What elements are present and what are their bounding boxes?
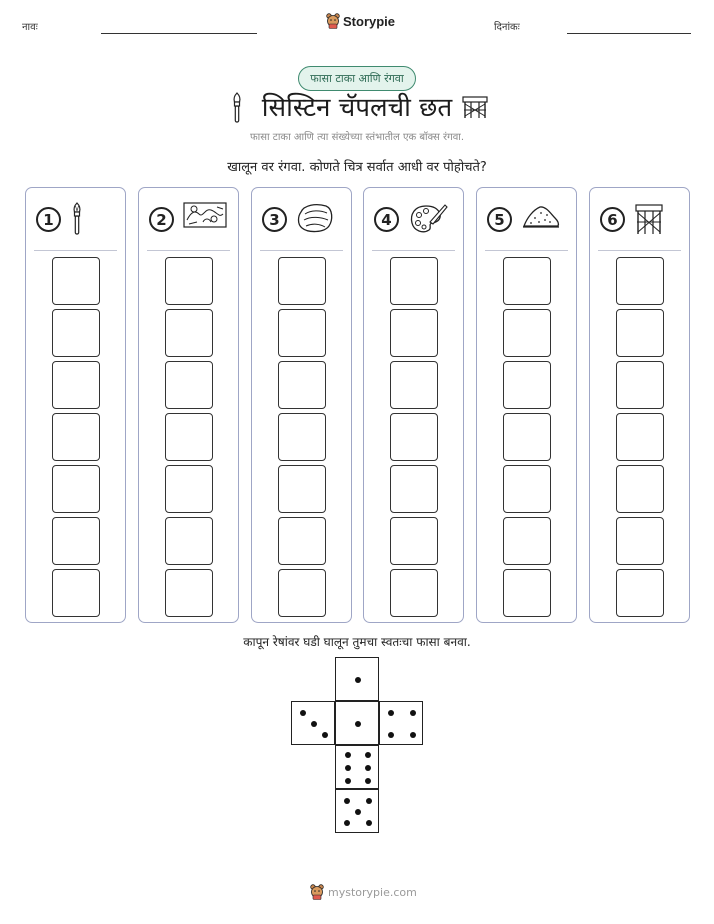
name-label: नावः <box>22 22 38 33</box>
color-box[interactable] <box>390 309 438 357</box>
die-face <box>335 789 379 833</box>
date-line[interactable] <box>567 33 691 34</box>
color-box[interactable] <box>165 465 213 513</box>
die-pip <box>355 721 361 727</box>
color-box[interactable] <box>390 517 438 565</box>
die-face <box>379 701 423 745</box>
pigment-pile-icon <box>521 202 561 234</box>
die-face <box>291 701 335 745</box>
color-box[interactable] <box>52 309 100 357</box>
page-subtitle: फासा टाका आणि त्या संख्येच्या स्तंभातील एक बॉक्स रंगवा. <box>249 132 465 143</box>
die-pip <box>388 710 394 716</box>
color-box[interactable] <box>52 361 100 409</box>
die-pip <box>345 752 351 758</box>
column-number: 4 <box>374 207 399 232</box>
color-box[interactable] <box>165 257 213 305</box>
color-box[interactable] <box>503 257 551 305</box>
column-header <box>477 188 576 250</box>
die-pip <box>355 809 361 815</box>
palette-icon <box>408 202 448 240</box>
column-divider <box>372 250 455 251</box>
die-pip <box>322 732 328 738</box>
column-number: 1 <box>36 207 61 232</box>
color-box[interactable] <box>616 309 664 357</box>
column-header <box>364 188 463 250</box>
color-box[interactable] <box>52 465 100 513</box>
color-box[interactable] <box>278 413 326 461</box>
color-box[interactable] <box>165 309 213 357</box>
color-box[interactable] <box>503 413 551 461</box>
color-box[interactable] <box>390 569 438 617</box>
column-header <box>139 188 238 250</box>
column-number: 5 <box>487 207 512 232</box>
die-pip <box>365 765 371 771</box>
activity-badge: फासा टाका आणि रंगवा <box>298 66 416 91</box>
column-number: 2 <box>149 207 174 232</box>
color-box[interactable] <box>278 257 326 305</box>
die-face <box>335 657 379 701</box>
color-box[interactable] <box>503 361 551 409</box>
column-5 <box>476 187 577 623</box>
paintbrush-icon <box>70 202 84 240</box>
color-box[interactable] <box>390 257 438 305</box>
die-pip <box>344 820 350 826</box>
column-number: 6 <box>600 207 625 232</box>
scaffold-icon <box>461 94 489 120</box>
color-box[interactable] <box>616 413 664 461</box>
column-divider <box>34 250 117 251</box>
die-face <box>335 701 379 745</box>
color-box[interactable] <box>616 465 664 513</box>
column-divider <box>147 250 230 251</box>
date-label: दिनांकः <box>494 22 520 33</box>
die-pip <box>345 765 351 771</box>
color-box[interactable] <box>616 257 664 305</box>
color-box[interactable] <box>52 569 100 617</box>
color-box[interactable] <box>503 517 551 565</box>
color-box[interactable] <box>165 569 213 617</box>
color-box[interactable] <box>165 413 213 461</box>
column-divider <box>260 250 343 251</box>
color-box[interactable] <box>616 517 664 565</box>
footer <box>310 884 417 900</box>
column-divider <box>485 250 568 251</box>
column-1 <box>25 187 126 623</box>
column-header <box>26 188 125 250</box>
die-pip <box>344 798 350 804</box>
column-header <box>590 188 689 250</box>
color-box[interactable] <box>616 569 664 617</box>
die-pip <box>355 677 361 683</box>
instruction-text: खालून वर रंगवा. कोणते चित्र सर्वात आधी वर पोहोचते? <box>227 160 487 175</box>
column-3 <box>251 187 352 623</box>
footer-url: mystorypie.com <box>328 885 417 899</box>
die-pip <box>345 778 351 784</box>
bear-icon <box>310 884 324 900</box>
die-pip <box>410 710 416 716</box>
color-box[interactable] <box>278 361 326 409</box>
column-divider <box>598 250 681 251</box>
die-pip <box>366 798 372 804</box>
color-box[interactable] <box>390 361 438 409</box>
column-4 <box>363 187 464 623</box>
color-box[interactable] <box>503 309 551 357</box>
color-box[interactable] <box>503 465 551 513</box>
color-box[interactable] <box>52 413 100 461</box>
color-box[interactable] <box>390 413 438 461</box>
die-pip <box>300 710 306 716</box>
bear-icon <box>326 13 340 29</box>
die-pip <box>410 732 416 738</box>
color-box[interactable] <box>165 517 213 565</box>
color-box[interactable] <box>278 465 326 513</box>
color-box[interactable] <box>52 257 100 305</box>
die-pip <box>365 752 371 758</box>
brand-name: Storypie <box>343 13 396 29</box>
color-box[interactable] <box>503 569 551 617</box>
die-pip <box>311 721 317 727</box>
color-box[interactable] <box>278 309 326 357</box>
page-title: सिस्टिन चॅपलची छत <box>261 93 453 123</box>
color-box[interactable] <box>278 517 326 565</box>
color-box[interactable] <box>616 361 664 409</box>
color-box[interactable] <box>52 517 100 565</box>
brand-logo <box>326 13 395 29</box>
color-box[interactable] <box>390 465 438 513</box>
die-pip <box>388 732 394 738</box>
column-6 <box>589 187 690 623</box>
scaffold-icon <box>634 202 664 240</box>
plaster-stone-icon <box>296 202 334 238</box>
color-box[interactable] <box>278 569 326 617</box>
column-2 <box>138 187 239 623</box>
cut-instruction: कापून रेषांवर घडी घालून तुमचा स्वतःचा फासा बनवा. <box>243 635 471 649</box>
die-face <box>335 745 379 789</box>
name-line[interactable] <box>101 33 257 34</box>
column-number: 3 <box>262 207 287 232</box>
color-box[interactable] <box>165 361 213 409</box>
fresco-panel-icon <box>183 202 227 232</box>
die-pip <box>365 778 371 784</box>
die-pip <box>366 820 372 826</box>
column-header <box>252 188 351 250</box>
